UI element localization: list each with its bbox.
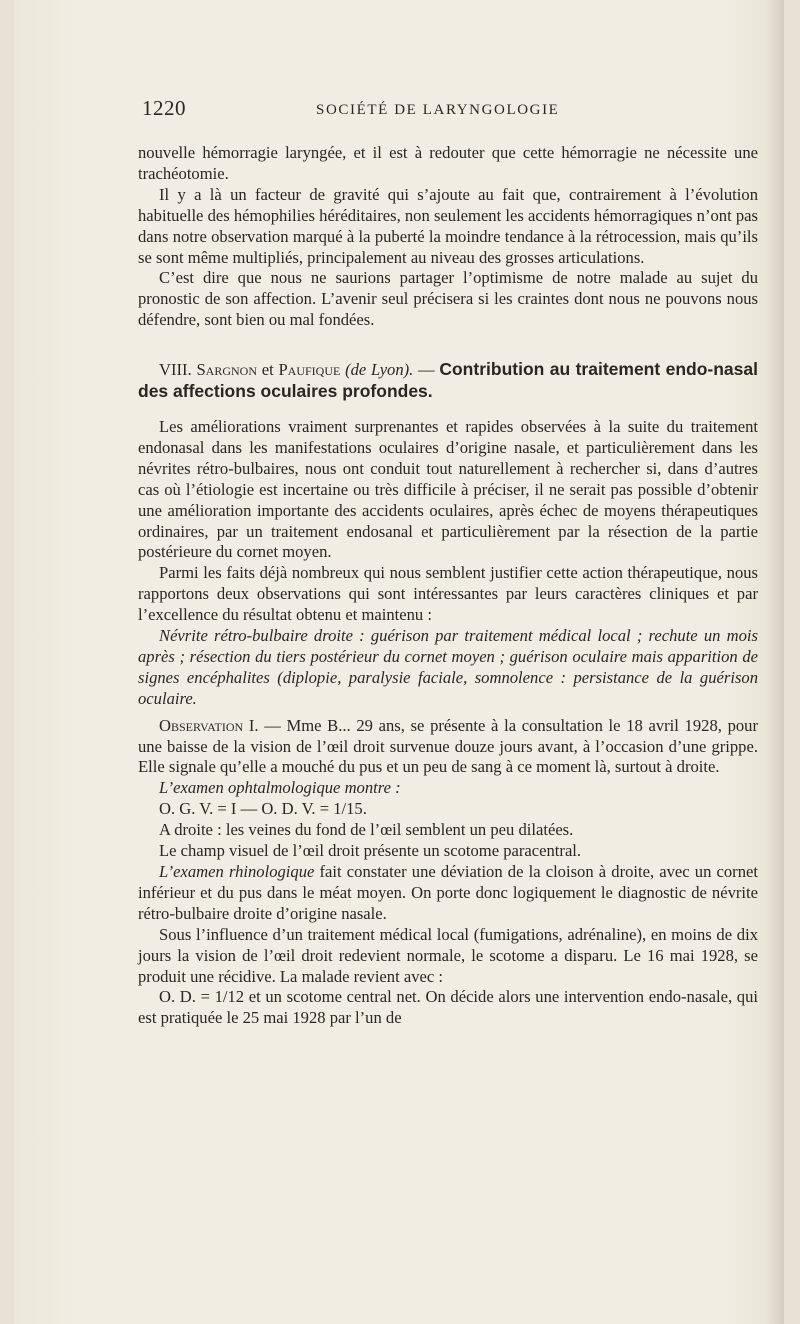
paragraph: Sous l’influence d’un traitement médical local (fumigations, adrénaline), en moins de dix jours la vision de l’œil droit redevient normale, le scotome a disparu. Le 16 mai 1928, se produit une récidive. La malade revient avec : bbox=[138, 924, 758, 986]
page-edge-shadow bbox=[766, 0, 784, 1324]
observation-label: Observation I. bbox=[159, 715, 259, 735]
paragraph: Le champ visuel de l’œil droit présente un scotome paracentral. bbox=[159, 841, 582, 861]
body-text bbox=[138, 143, 758, 1029]
paragraph: L’examen ophtalmologique montre : bbox=[159, 778, 401, 798]
page-number: 1220 bbox=[142, 96, 186, 120]
author-name: Sargnon bbox=[196, 360, 258, 380]
observation-paragraph bbox=[138, 716, 758, 779]
paragraph: Les améliorations vraiment surprenantes et rapides observées à la suite du traitement endonasal dans les manifestations oculaires d’origine nasale, et particulièrement dans les névrites rétro-bulbaires, nous ont conduit tout naturellement à rechercher si, dans d’autres cas où l’étiologie est incertaine ou très difficile à préciser, il ne serait pas possible d’obtenir une amélioration importante des accidents oculaires, après échec de moyens thérapeutiques ordinaires, par un traitement endosanal et particulièrement par la résection de la partie postérieure du cornet moyen. bbox=[138, 416, 758, 562]
paragraph: Parmi les faits déjà nombreux qui nous semblent justifier cette action thérapeutique, nous rapportons deux observations qui sont intéressantes par leurs caractères cliniques et par l’excellence du résultat obtenu et maintenu : bbox=[138, 563, 758, 625]
author-name: Paufique bbox=[278, 360, 341, 380]
observation-text: — Mme B... 29 ans, se présente à la consultation le 18 avril 1928, pour une baisse de la vision de l’œil droit survenue douze jours avant, à l’occasion d’une grippe. Elle signale qu’elle a mouché du pus et un peu de sang à ce moment là, surtout à droite. bbox=[138, 715, 758, 777]
heading-dash: — bbox=[418, 360, 435, 380]
paragraph: A droite : les veines du fond de l’œil semblent un peu dilatées. bbox=[159, 820, 574, 840]
section-heading bbox=[138, 359, 758, 403]
page-header bbox=[142, 96, 762, 126]
paragraph: Il y a là un facteur de gravité qui s’ajoute au fait que, contrairement à l’évolution habituelle des hémophilies héréditaires, non seulement les accidents hémorragiques n’ont pas dans notre observation marqué à la puberté la moindre tendance à la rétrocession, mais qu’ils se sont même multipliés, principalement au niveau des grosses articulations. bbox=[138, 184, 758, 267]
running-title: SOCIÉTÉ DE LARYNGOLOGIE bbox=[316, 102, 560, 118]
paragraph: O. D. = 1/12 et un scotome central net. On décide alors une intervention endo-nasale, qui est pratiquée le 25 mai 1928 par l’un de bbox=[138, 987, 758, 1028]
case-summary: Névrite rétro-bulbaire droite : guérison par traitement médical local ; rechute un mois après ; résection du tiers postérieur du cornet moyen ; guérison oculaire mais apparition de signes encéphalites (diplopie, paralysie faciale, somnolence : persistance de la guérison oculaire. bbox=[138, 626, 758, 708]
paragraph: C’est dire que nous ne saurions partager l’optimisme de notre malade au sujet du pronostic de son affection. L’avenir seul précisera si les craintes dont nous ne pouvons nous défendre, sont bien ou mal fondées. bbox=[138, 268, 758, 330]
section-title: Contribution au traitement endo-nasal des affections oculaires profondes. bbox=[138, 359, 758, 402]
paragraph: O. G. V. = I — O. D. V. = 1/15. bbox=[159, 799, 367, 819]
author-affiliation: (de Lyon). bbox=[345, 360, 414, 380]
paragraph bbox=[138, 862, 758, 925]
section-number: VIII. bbox=[159, 360, 192, 380]
paragraph-text: fait constater une déviation de la cloison à droite, avec un cornet inférieur et du pus dans le méat moyen. On porte donc logiquement le diagnostic de névrite rétro-bulbaire droite d’origine nasale. bbox=[138, 862, 758, 923]
author-conjunction: et bbox=[261, 360, 274, 380]
italic-lead: L’examen rhinologique bbox=[159, 862, 315, 881]
paragraph-continuation: nouvelle hémorragie laryngée, et il est à redouter que cette hémorragie ne nécessite une trachéotomie. bbox=[138, 143, 758, 183]
